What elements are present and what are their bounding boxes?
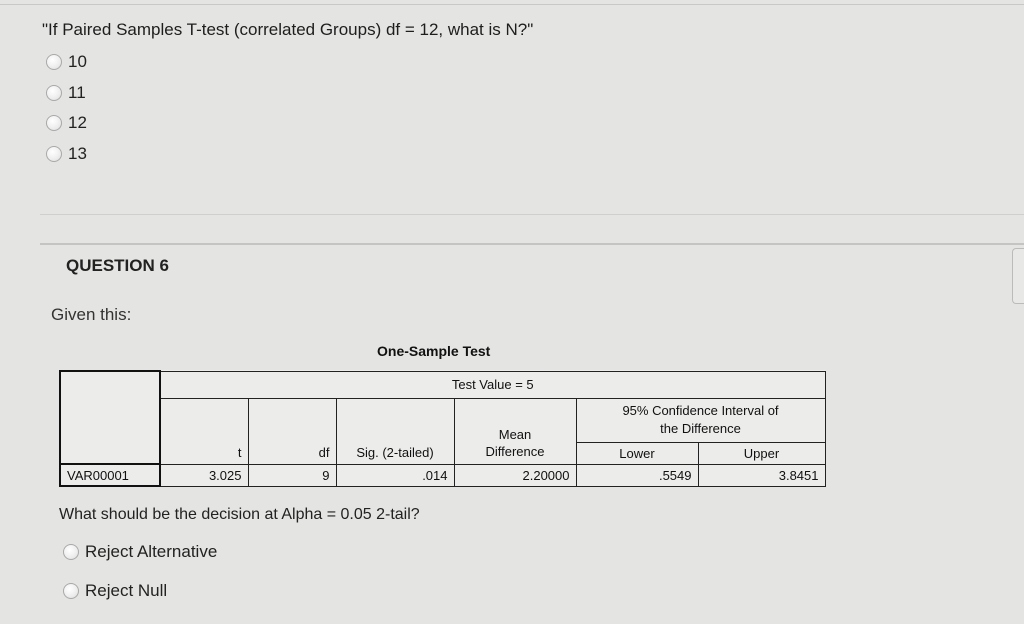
radio-button[interactable] bbox=[46, 85, 62, 101]
one-sample-test-table bbox=[59, 370, 826, 487]
answer-option-11[interactable] bbox=[46, 83, 86, 103]
table-title: One-Sample Test bbox=[377, 343, 491, 359]
top-divider bbox=[0, 4, 1024, 5]
row-label: VAR00001 bbox=[60, 464, 160, 486]
col-header-lower: Lower bbox=[576, 442, 698, 464]
radio-button[interactable] bbox=[46, 54, 62, 70]
answer-option-13[interactable] bbox=[46, 144, 87, 164]
question-divider bbox=[40, 214, 1024, 215]
cell-t: 3.025 bbox=[160, 464, 248, 486]
answer-option-reject-alternative[interactable] bbox=[63, 542, 217, 562]
cell-df: 9 bbox=[248, 464, 336, 486]
col-header-df: df bbox=[248, 398, 336, 464]
question-6-header: QUESTION 6 bbox=[66, 256, 169, 275]
ci-header: 95% Confidence Interval of the Difference bbox=[576, 398, 825, 442]
table-row bbox=[60, 464, 825, 486]
col-header-mean-difference: Mean Difference bbox=[454, 398, 576, 464]
given-text: Given this: bbox=[51, 305, 132, 324]
cell-sig: .014 bbox=[336, 464, 454, 486]
radio-button[interactable] bbox=[46, 115, 62, 131]
cell-upper: 3.8451 bbox=[698, 464, 825, 486]
answer-option-reject-null[interactable] bbox=[63, 581, 167, 601]
cell-lower: .5549 bbox=[576, 464, 698, 486]
test-value-header: Test Value = 5 bbox=[160, 371, 825, 398]
option-label: 10 bbox=[68, 52, 87, 71]
question-5-text: "If Paired Samples T-test (correlated Groups) df = 12, what is N?" bbox=[42, 20, 534, 39]
col-header-sig: Sig. (2-tailed) bbox=[336, 398, 454, 464]
answer-option-12[interactable] bbox=[46, 113, 87, 133]
cell-mean-difference: 2.20000 bbox=[454, 464, 576, 486]
radio-button[interactable] bbox=[63, 544, 79, 560]
col-header-upper: Upper bbox=[698, 442, 825, 464]
radio-button[interactable] bbox=[46, 146, 62, 162]
col-header-t: t bbox=[160, 398, 248, 464]
radio-button[interactable] bbox=[63, 583, 79, 599]
option-label: Reject Alternative bbox=[85, 542, 218, 561]
side-panel-tab[interactable] bbox=[1012, 248, 1024, 304]
question-6-prompt: What should be the decision at Alpha = 0.05 2-tail? bbox=[59, 506, 420, 523]
option-label: 12 bbox=[68, 113, 87, 132]
question-divider bbox=[40, 243, 1024, 245]
option-label: 11 bbox=[68, 83, 86, 102]
option-label: Reject Null bbox=[85, 581, 168, 600]
answer-option-10[interactable] bbox=[46, 52, 87, 72]
row-header-blank bbox=[60, 371, 160, 464]
option-label: 13 bbox=[68, 144, 87, 163]
